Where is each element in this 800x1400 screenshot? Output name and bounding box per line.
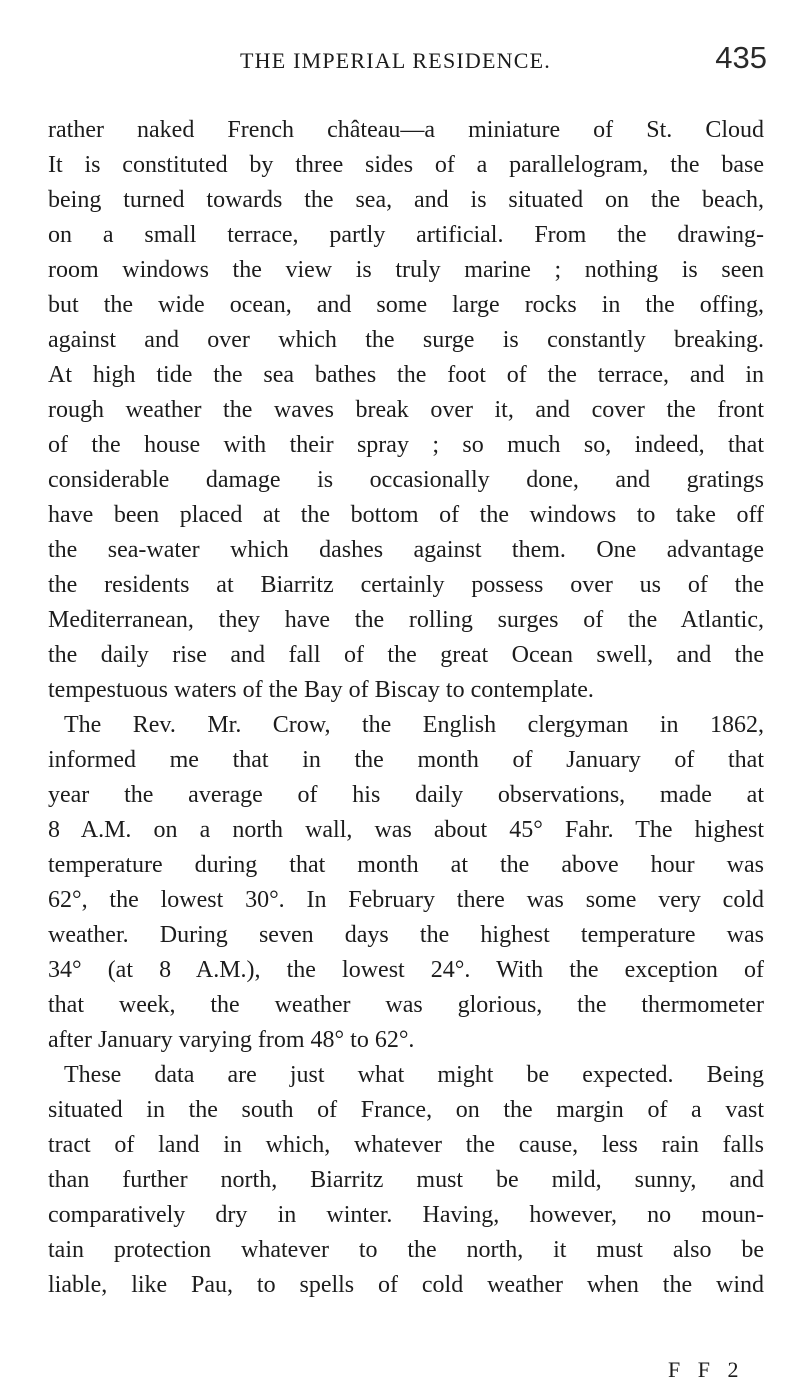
text-line: after January varying from 48° to 62°.	[48, 1027, 415, 1053]
text-line: on a small terrace, partly artificial. From the drawing-	[48, 222, 764, 248]
running-head	[0, 40, 800, 80]
signature-mark: F F 2	[668, 1357, 745, 1382]
text-line: room windows the view is truly marine ; nothing is seen	[48, 257, 764, 283]
text-line: temperature during that month at the above hour was	[48, 852, 764, 878]
text-line: weather. During seven days the highest temperature was	[48, 922, 764, 948]
text-line: situated in the south of France, on the margin of a vast	[48, 1097, 764, 1123]
body-text	[48, 113, 764, 1303]
text-line: the sea-water which dashes against them. One advantage	[48, 537, 764, 563]
text-line: the daily rise and fall of the great Ocean swell, and the	[48, 642, 764, 668]
text-line: informed me that in the month of January of that	[48, 747, 764, 773]
text-line: liable, like Pau, to spells of cold weather when the wind	[48, 1272, 764, 1298]
running-title: THE IMPERIAL RESIDENCE.	[240, 48, 551, 73]
text-line: the residents at Biarritz certainly possess over us of the	[48, 572, 764, 598]
text-line: The Rev. Mr. Crow, the English clergyman in 1862,	[64, 712, 764, 738]
text-line: tain protection whatever to the north, it must also be	[48, 1237, 764, 1263]
text-line: Mediterranean, they have the rolling surges of the Atlantic,	[48, 607, 764, 633]
text-line: than further north, Biarritz must be mild, sunny, and	[48, 1167, 764, 1193]
text-line: tempestuous waters of the Bay of Biscay to contemplate.	[48, 677, 594, 703]
text-line: rough weather the waves break over it, and cover the front	[48, 397, 764, 423]
page-number: 435	[715, 40, 767, 75]
text-line: being turned towards the sea, and is situated on the beach,	[48, 187, 764, 213]
text-line: 34° (at 8 A.M.), the lowest 24°. With the exception of	[48, 957, 764, 983]
text-line: of the house with their spray ; so much so, indeed, that	[48, 432, 764, 458]
text-line: 62°, the lowest 30°. In February there was some very cold	[48, 887, 764, 913]
text-line: rather naked French château—a miniature of St. Cloud	[48, 117, 764, 143]
text-line: have been placed at the bottom of the windows to take off	[48, 502, 764, 528]
text-line: year the average of his daily observations, made at	[48, 782, 764, 808]
text-line: These data are just what might be expected. Being	[64, 1062, 764, 1088]
text-line: considerable damage is occasionally done, and gratings	[48, 467, 764, 493]
text-line: 8 A.M. on a north wall, was about 45° Fahr. The highest	[48, 817, 764, 843]
text-line: but the wide ocean, and some large rocks in the offing,	[48, 292, 764, 318]
text-line: that week, the weather was glorious, the thermometer	[48, 992, 764, 1018]
text-line: against and over which the surge is constantly breaking.	[48, 327, 764, 353]
text-line: tract of land in which, whatever the cause, less rain falls	[48, 1132, 764, 1158]
text-line: comparatively dry in winter. Having, however, no moun-	[48, 1202, 764, 1228]
text-line: At high tide the sea bathes the foot of the terrace, and in	[48, 362, 764, 388]
text-line: It is constituted by three sides of a parallelogram, the base	[48, 152, 764, 178]
